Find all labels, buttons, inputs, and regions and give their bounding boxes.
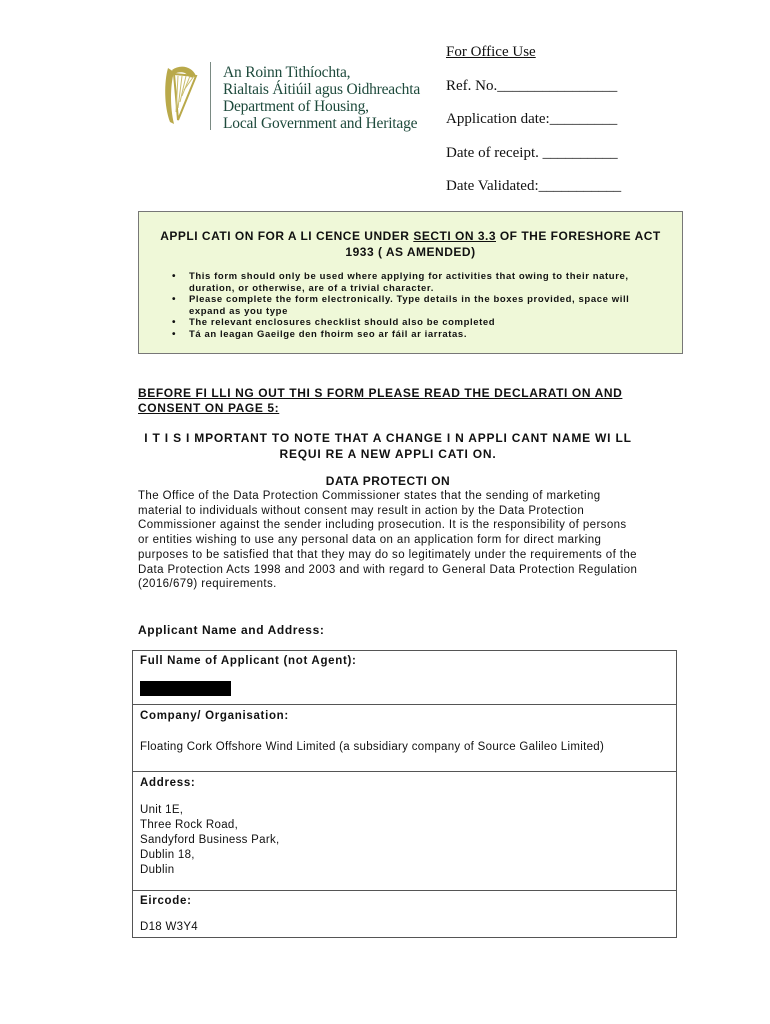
notice-title bbox=[139, 228, 682, 260]
notice-item: • Please complete the form electronically. Type details in the boxes provided, space will expand as you type bbox=[173, 294, 653, 317]
data-protection-heading: DATA PROTECTI ON bbox=[325, 474, 451, 488]
harp-emblem-icon bbox=[160, 62, 200, 128]
applicant-details-table bbox=[132, 650, 677, 938]
applicant-section-heading: Applicant Name and Address: bbox=[138, 623, 325, 637]
address-line: Three Rock Road, bbox=[140, 819, 239, 831]
logo-line-1: An Roinn Tithíochta, bbox=[223, 64, 351, 81]
full-name-cell[interactable] bbox=[133, 651, 676, 705]
address-label: Address: bbox=[140, 777, 196, 789]
redacted-name bbox=[140, 681, 231, 696]
notice-title-section: SECTI ON 3.3 bbox=[413, 229, 496, 243]
notice-item: • The relevant enclosures checklist should also be completed bbox=[173, 317, 653, 329]
company-label: Company/ Organisation: bbox=[140, 710, 289, 722]
data-protection-body: The Office of the Data Protection Commissioner states that the sending of marketing material to individuals without consent may result in action by the Data Protection Commissioner against the sender including prosecution. It is the responsibility of persons or entities wishing to use any personal data on an application form for direct marking purposes to be satisfied that that they may do so legitimately under the requirements of the Data Protection Acts 1998 and 2003 and with regard to General Data Protection Regulation (2016/679) requirements. bbox=[138, 490, 638, 591]
full-name-label: Full Name of Applicant (not Agent): bbox=[140, 655, 357, 667]
notice-list bbox=[173, 271, 653, 340]
notice-item: • Tá an leagan Gaeilge den fhoirm seo ar fáil ar iarratas. bbox=[173, 329, 653, 341]
address-value bbox=[140, 803, 280, 878]
department-logo bbox=[160, 60, 430, 132]
logo-text bbox=[223, 64, 420, 132]
notice-title-line2: 1933 ( AS AMENDED) bbox=[345, 245, 476, 259]
name-change-notice: I T I S I MPORTANT TO NOTE THAT A CHANGE I N APPLI CANT NAME WI LL REQUI RE A NEW APPLI CATI ON. bbox=[144, 431, 632, 461]
application-date-field: Application date:_________ bbox=[446, 111, 618, 127]
declaration-instruction: BEFORE FI LLI NG OUT THI S FORM PLEASE READ THE DECLARATI ON AND CONSENT ON PAGE 5: bbox=[138, 386, 623, 415]
application-notice-box bbox=[138, 211, 683, 354]
logo-divider bbox=[210, 62, 211, 130]
company-cell[interactable] bbox=[133, 705, 676, 772]
notice-item: • This form should only be used where applying for activities that owing to their nature, duration, or otherwise, are of a trivial character. bbox=[173, 271, 653, 294]
date-of-receipt-field: Date of receipt. __________ bbox=[446, 145, 618, 161]
logo-line-2: Rialtais Áitiúil agus Oidhreachta bbox=[223, 81, 421, 98]
ref-no-field: Ref. No.________________ bbox=[446, 78, 618, 94]
company-value: Floating Cork Offshore Wind Limited (a subsidiary company of Source Galileo Limited) bbox=[140, 741, 605, 753]
office-use-heading: For Office Use bbox=[446, 44, 536, 60]
logo-line-4: Local Government and Heritage bbox=[223, 115, 418, 132]
address-line: Sandyford Business Park, bbox=[140, 834, 280, 846]
notice-title-post: OF THE FORESHORE ACT bbox=[496, 229, 661, 243]
logo-line-3: Department of Housing, bbox=[223, 98, 369, 115]
eircode-label: Eircode: bbox=[140, 895, 192, 907]
address-cell[interactable] bbox=[133, 772, 676, 891]
address-line: Unit 1E, bbox=[140, 804, 184, 816]
eircode-cell[interactable] bbox=[133, 891, 676, 937]
date-validated-field: Date Validated:___________ bbox=[446, 178, 622, 194]
address-line: Dublin 18, bbox=[140, 849, 195, 861]
notice-title-pre: APPLI CATI ON FOR A LI CENCE UNDER bbox=[160, 229, 414, 243]
address-line: Dublin bbox=[140, 864, 175, 876]
eircode-value: D18 W3Y4 bbox=[140, 921, 199, 933]
